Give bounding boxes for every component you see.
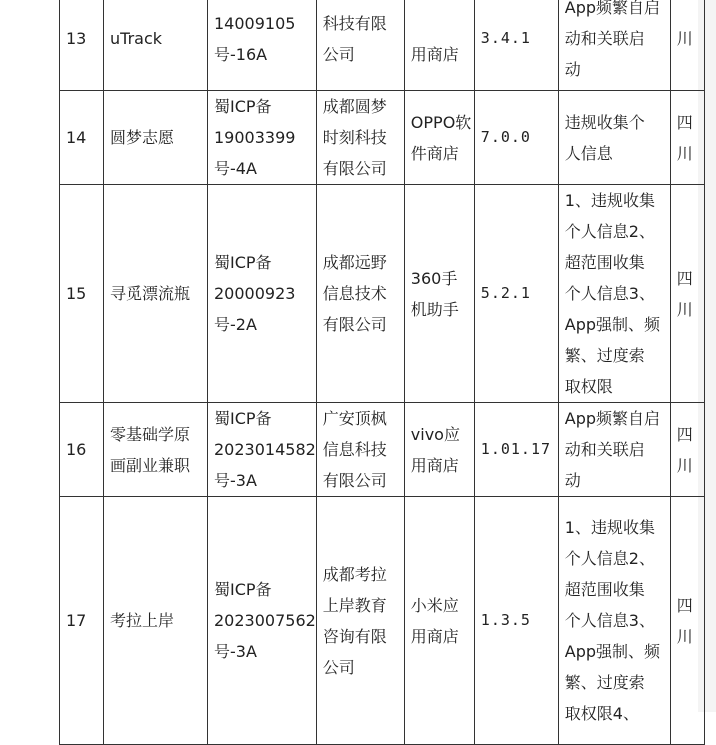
issue-cell: 违规收集个 人信息 [558, 91, 670, 185]
app-name-cell: uTrack [104, 0, 208, 91]
issue-cell: App频繁自启 动和关联启 动 [558, 0, 670, 91]
app-name-cell: 圆梦志愿 [104, 91, 208, 185]
company-cell: 科技有限 公司 [316, 0, 404, 91]
app-store-cell: OPPO软 件商店 [404, 91, 474, 185]
version-cell: 5.2.1 [474, 185, 558, 403]
app-violation-table [59, 0, 705, 745]
province-cell: 川 [670, 0, 704, 91]
table-row [60, 497, 705, 745]
company-cell: 成都远野 信息技术 有限公司 [316, 185, 404, 403]
province-cell: 四 川 [670, 91, 704, 185]
app-store-cell: 用商店 [404, 0, 474, 91]
issue-cell: 1、违规收集 个人信息2、 超范围收集 个人信息3、 App强制、频 繁、过度索 取权限 [558, 185, 670, 403]
icp-number-cell: 蜀ICP备 19003399 号-4A [208, 91, 317, 185]
company-cell: 成都圆梦 时刻科技 有限公司 [316, 91, 404, 185]
province-cell: 四 川 [670, 185, 704, 403]
issue-cell: 1、违规收集 个人信息2、 超范围收集 个人信息3、 App强制、频 繁、过度索 取权限4、 [558, 497, 670, 745]
icp-number-cell: 蜀ICP备 2023014582 号-3A [208, 403, 317, 497]
table-row [60, 0, 705, 91]
row-number-cell: 17 [60, 497, 104, 745]
app-store-cell: vivo应 用商店 [404, 403, 474, 497]
table-row [60, 185, 705, 403]
row-number-cell: 16 [60, 403, 104, 497]
table-row [60, 91, 705, 185]
icp-number-cell: 14009105 号-16A [208, 0, 317, 91]
version-cell: 1.3.5 [474, 497, 558, 745]
row-number-cell: 14 [60, 91, 104, 185]
company-cell: 成都考拉 上岸教育 咨询有限 公司 [316, 497, 404, 745]
version-cell: 7.0.0 [474, 91, 558, 185]
app-name-cell: 寻觅漂流瓶 [104, 185, 208, 403]
row-number-cell: 15 [60, 185, 104, 403]
province-cell: 四 川 [670, 403, 704, 497]
company-cell: 广安顶枫 信息科技 有限公司 [316, 403, 404, 497]
version-cell: 3.4.1 [474, 0, 558, 91]
app-name-cell: 零基础学原 画副业兼职 [104, 403, 208, 497]
icp-number-cell: 蜀ICP备 2023007562 号-3A [208, 497, 317, 745]
app-store-cell: 小米应 用商店 [404, 497, 474, 745]
issue-cell: App频繁自启 动和关联启 动 [558, 403, 670, 497]
icp-number-cell: 蜀ICP备 20000923 号-2A [208, 185, 317, 403]
app-store-cell: 360手 机助手 [404, 185, 474, 403]
table-row [60, 403, 705, 497]
province-cell: 四 川 [670, 497, 704, 745]
version-cell: 1.01.17 [474, 403, 558, 497]
app-name-cell: 考拉上岸 [104, 497, 208, 745]
row-number-cell: 13 [60, 0, 104, 91]
